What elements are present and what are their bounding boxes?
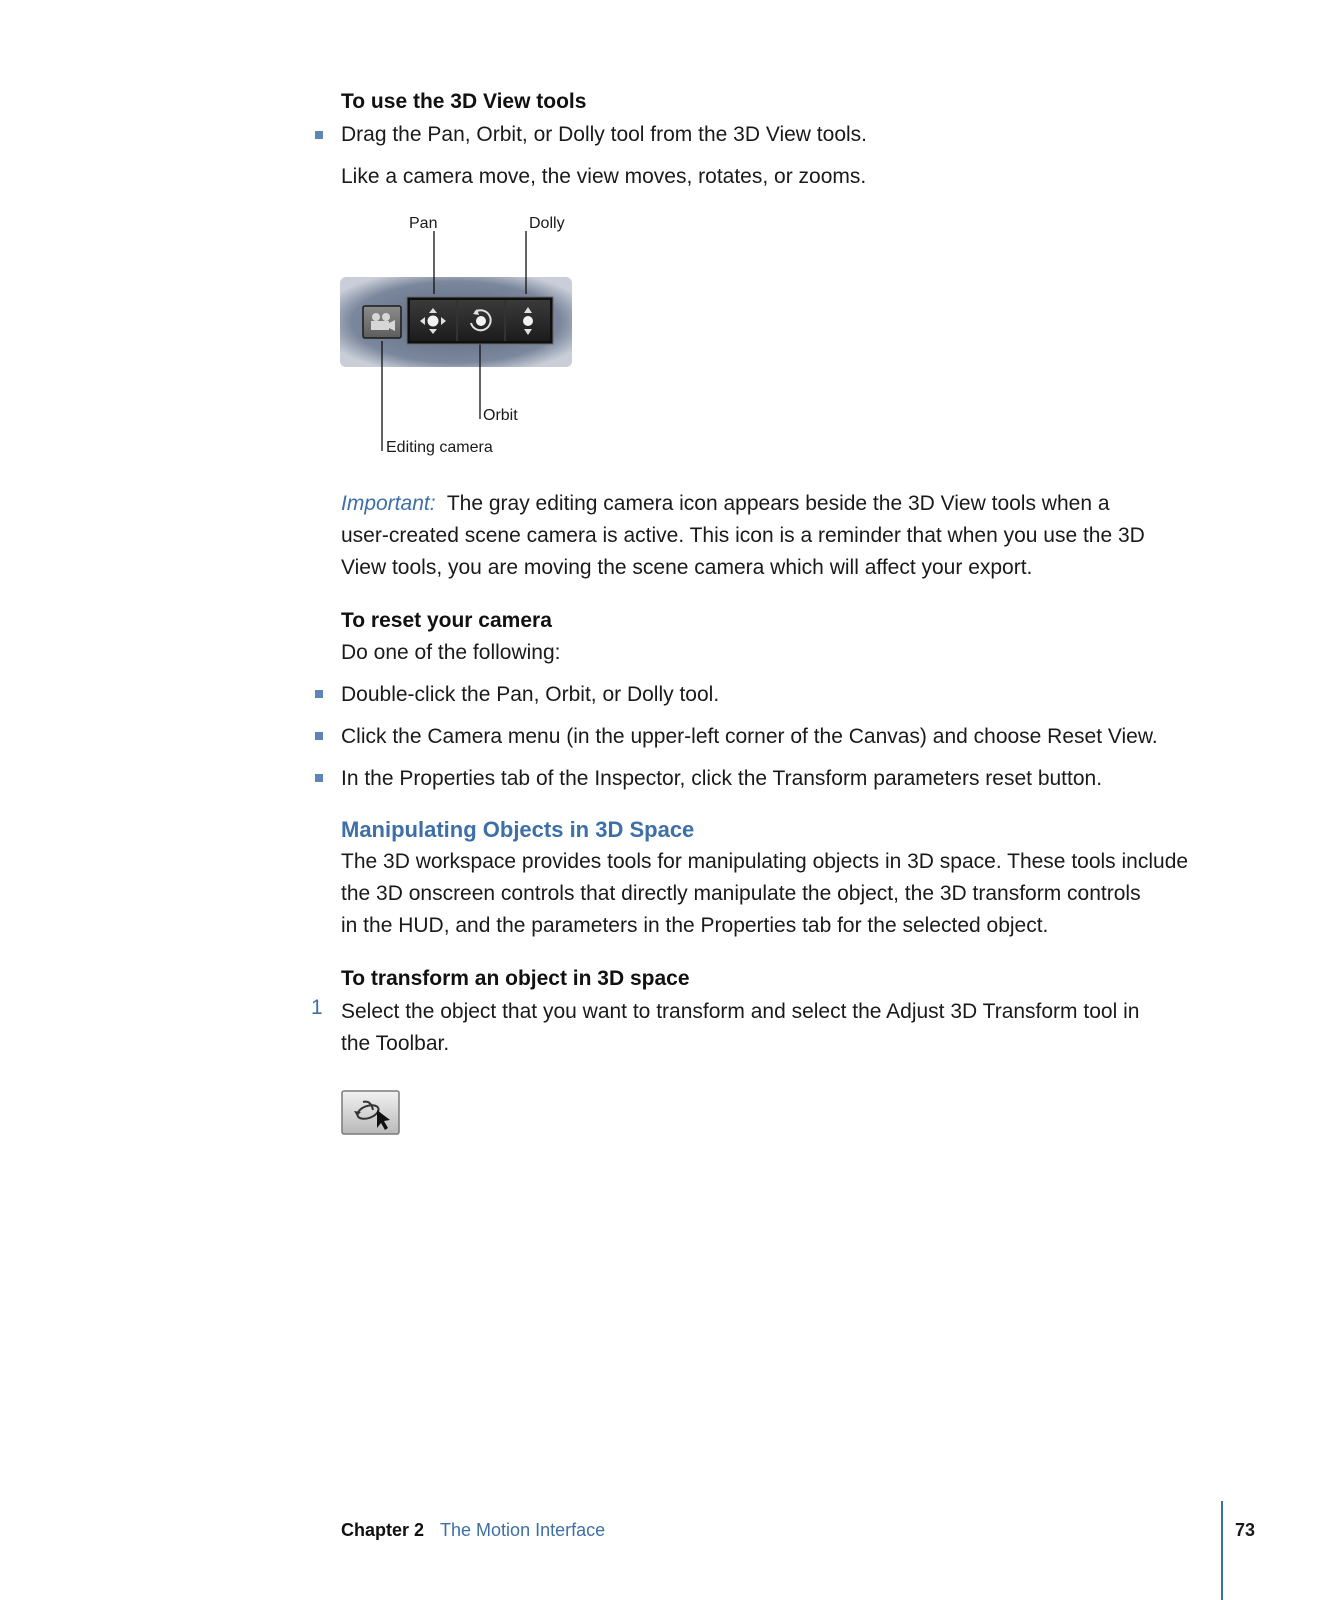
callout-editing-camera: Editing camera — [386, 439, 493, 456]
result-text: Like a camera move, the view moves, rotates, or zooms. — [341, 165, 867, 188]
important-text-1: The gray editing camera icon appears beside the 3D View tools when a — [446, 492, 1110, 515]
bullet-marker — [315, 690, 323, 698]
important-note-line2: user-created scene camera is active. This icon is a reminder that when you use the 3D — [341, 524, 1145, 547]
section-body-line1: The 3D workspace provides tools for manipulating objects in 3D space. These tools include — [341, 850, 1189, 873]
section-body-line2: the 3D onscreen controls that directly manipulate the object, the 3D transform controls — [341, 882, 1141, 905]
step-1-line2: the Toolbar. — [341, 1032, 450, 1055]
bullet-text: Drag the Pan, Orbit, or Dolly tool from the 3D View tools. — [341, 123, 868, 146]
footer-chapter: Chapter 2 — [341, 1520, 425, 1540]
callout-dolly: Dolly — [529, 215, 565, 232]
footer-chapter-title: The Motion Interface — [440, 1520, 606, 1540]
adjust-3d-transform-tool-icon — [341, 1090, 401, 1136]
section-title-manipulating: Manipulating Objects in 3D Space — [341, 817, 695, 842]
footer-divider — [1221, 1501, 1223, 1600]
step-number: 1 — [311, 996, 323, 1019]
reset-bullet-3: In the Properties tab of the Inspector, click the Transform parameters reset button. — [341, 767, 1103, 790]
important-note-line3: View tools, you are moving the scene camera which will affect your export. — [341, 556, 1033, 579]
important-label: Important: — [341, 492, 436, 515]
section-body-line3: in the HUD, and the parameters in the Properties tab for the selected object. — [341, 914, 1049, 937]
pan-icon — [410, 300, 456, 341]
bullet-marker — [315, 131, 323, 139]
footer — [341, 1520, 605, 1541]
procedure-heading-3d-view: To use the 3D View tools — [341, 90, 587, 113]
dolly-icon — [506, 300, 550, 341]
procedure-heading-reset-camera: To reset your camera — [341, 609, 552, 632]
callout-orbit: Orbit — [483, 407, 518, 424]
procedure-heading-transform: To transform an object in 3D space — [341, 967, 690, 990]
orbit-icon — [458, 300, 504, 341]
reset-intro: Do one of the following: — [341, 641, 561, 664]
reset-bullet-2: Click the Camera menu (in the upper-left corner of the Canvas) and choose Reset View. — [341, 725, 1158, 748]
page-number: 73 — [1235, 1520, 1256, 1540]
callout-pan: Pan — [409, 215, 438, 232]
reset-bullet-1: Double-click the Pan, Orbit, or Dolly tool. — [341, 683, 720, 706]
step-1-line1: Select the object that you want to transform and select the Adjust 3D Transform tool in — [341, 1000, 1140, 1023]
camera-icon — [363, 306, 401, 338]
important-note-line1 — [341, 488, 1110, 520]
bullet-marker — [315, 732, 323, 740]
tools-illustration — [330, 215, 600, 460]
figure-3d-view-tools — [330, 215, 600, 460]
bullet-marker — [315, 774, 323, 782]
